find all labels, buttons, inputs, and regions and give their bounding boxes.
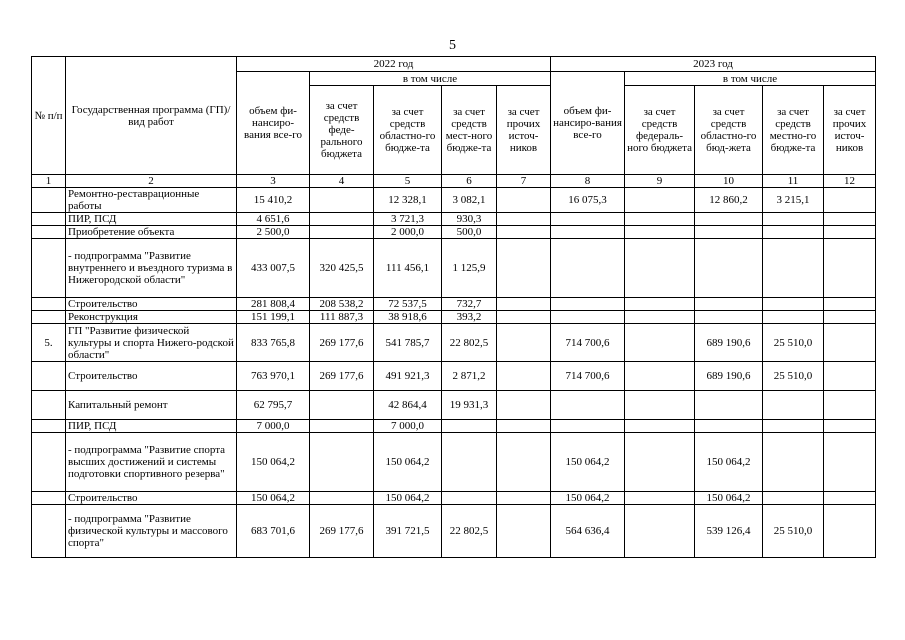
total-2022-cell: 2 500,0	[237, 226, 310, 239]
other-2022-cell	[497, 226, 551, 239]
total-2022-cell: 7 000,0	[237, 420, 310, 433]
row-number-cell	[32, 362, 66, 391]
row-number-cell	[32, 505, 66, 558]
regional-2022-cell: 42 864,4	[374, 391, 442, 420]
regional-2022-cell: 391 721,5	[374, 505, 442, 558]
local-2022-cell: 22 802,5	[442, 505, 497, 558]
column-number: 8	[551, 175, 625, 188]
regional-2023-cell	[695, 213, 763, 226]
table-row	[32, 433, 876, 492]
regional-2023-cell	[695, 239, 763, 298]
regional-2023-cell: 150 064,2	[695, 492, 763, 505]
federal-2022-cell	[310, 433, 374, 492]
row-name-cell: Строительство	[66, 492, 237, 505]
row-name-cell: ГП "Развитие физической культуры и спорта Нижего-родской области"	[66, 324, 237, 362]
header-total-2022: объем фи-нансиро-вания все-го	[237, 72, 310, 175]
row-name-cell: - подпрограмма "Развитие спорта высших достижений и системы подготовки спортивного резерва"	[66, 433, 237, 492]
table-row	[32, 420, 876, 433]
local-2023-cell: 25 510,0	[763, 505, 824, 558]
total-2023-cell	[551, 391, 625, 420]
federal-2023-cell	[625, 324, 695, 362]
table-row	[32, 505, 876, 558]
federal-2022-cell	[310, 226, 374, 239]
federal-2023-cell	[625, 420, 695, 433]
other-2022-cell	[497, 505, 551, 558]
column-number: 9	[625, 175, 695, 188]
row-number-cell	[32, 391, 66, 420]
federal-2023-cell	[625, 213, 695, 226]
row-number-cell	[32, 226, 66, 239]
total-2022-cell: 15 410,2	[237, 188, 310, 213]
federal-2022-cell	[310, 188, 374, 213]
row-number-cell	[32, 239, 66, 298]
header-local-2022: за счет средств мест-ного бюдже-та	[442, 86, 497, 175]
federal-2023-cell	[625, 188, 695, 213]
row-name-cell: Реконструкция	[66, 311, 237, 324]
local-2023-cell	[763, 492, 824, 505]
total-2023-cell: 150 064,2	[551, 492, 625, 505]
other-2022-cell	[497, 239, 551, 298]
federal-2022-cell: 269 177,6	[310, 362, 374, 391]
local-2022-cell: 19 931,3	[442, 391, 497, 420]
regional-2022-cell: 12 328,1	[374, 188, 442, 213]
header-local-2023: за счет средств местно-го бюдже-та	[763, 86, 824, 175]
row-number-cell: 5.	[32, 324, 66, 362]
federal-2023-cell	[625, 433, 695, 492]
header-regional-2023: за счет средств областно-го бюд-жета	[695, 86, 763, 175]
column-number: 2	[66, 175, 237, 188]
federal-2023-cell	[625, 311, 695, 324]
regional-2023-cell: 12 860,2	[695, 188, 763, 213]
row-number-cell	[32, 188, 66, 213]
federal-2022-cell	[310, 391, 374, 420]
row-number-cell	[32, 311, 66, 324]
total-2022-cell: 281 808,4	[237, 298, 310, 311]
row-number-cell	[32, 213, 66, 226]
local-2023-cell	[763, 298, 824, 311]
local-2022-cell: 2 871,2	[442, 362, 497, 391]
header-regional-2022: за счет средств областно-го бюдже-та	[374, 86, 442, 175]
other-2022-cell	[497, 362, 551, 391]
federal-2023-cell	[625, 239, 695, 298]
total-2023-cell: 714 700,6	[551, 324, 625, 362]
row-number-cell	[32, 298, 66, 311]
local-2023-cell: 25 510,0	[763, 362, 824, 391]
other-2022-cell	[497, 298, 551, 311]
table-row	[32, 239, 876, 298]
local-2022-cell: 393,2	[442, 311, 497, 324]
other-2023-cell	[824, 239, 876, 298]
regional-2022-cell: 541 785,7	[374, 324, 442, 362]
local-2022-cell: 1 125,9	[442, 239, 497, 298]
other-2023-cell	[824, 298, 876, 311]
other-2022-cell	[497, 391, 551, 420]
total-2023-cell	[551, 213, 625, 226]
total-2023-cell	[551, 298, 625, 311]
row-name-cell: Ремонтно-реставрационные работы	[66, 188, 237, 213]
local-2023-cell	[763, 239, 824, 298]
column-number: 7	[497, 175, 551, 188]
header-including-2023: в том числе	[625, 72, 876, 86]
total-2022-cell: 763 970,1	[237, 362, 310, 391]
row-name-cell: Строительство	[66, 362, 237, 391]
local-2022-cell	[442, 420, 497, 433]
local-2023-cell	[763, 391, 824, 420]
total-2022-cell: 833 765,8	[237, 324, 310, 362]
other-2022-cell	[497, 188, 551, 213]
table-row	[32, 298, 876, 311]
column-number: 3	[237, 175, 310, 188]
other-2022-cell	[497, 324, 551, 362]
regional-2022-cell: 38 918,6	[374, 311, 442, 324]
regional-2022-cell: 2 000,0	[374, 226, 442, 239]
row-name-cell: Строительство	[66, 298, 237, 311]
federal-2022-cell: 208 538,2	[310, 298, 374, 311]
column-number: 5	[374, 175, 442, 188]
regional-2022-cell: 3 721,3	[374, 213, 442, 226]
local-2023-cell: 25 510,0	[763, 324, 824, 362]
table-row	[32, 492, 876, 505]
federal-2022-cell: 320 425,5	[310, 239, 374, 298]
federal-2023-cell	[625, 298, 695, 311]
federal-2022-cell	[310, 213, 374, 226]
regional-2023-cell	[695, 298, 763, 311]
federal-2022-cell	[310, 420, 374, 433]
row-name-cell: ПИР, ПСД	[66, 420, 237, 433]
other-2023-cell	[824, 505, 876, 558]
federal-2022-cell	[310, 492, 374, 505]
total-2023-cell: 16 075,3	[551, 188, 625, 213]
row-number-cell	[32, 433, 66, 492]
federal-2022-cell: 111 887,3	[310, 311, 374, 324]
financing-table	[31, 56, 876, 558]
table-row	[32, 213, 876, 226]
table-row	[32, 362, 876, 391]
regional-2022-cell: 111 456,1	[374, 239, 442, 298]
total-2022-cell: 150 064,2	[237, 433, 310, 492]
other-2023-cell	[824, 420, 876, 433]
other-2023-cell	[824, 311, 876, 324]
local-2023-cell	[763, 311, 824, 324]
table-row	[32, 188, 876, 213]
regional-2023-cell	[695, 226, 763, 239]
federal-2023-cell	[625, 226, 695, 239]
regional-2022-cell: 150 064,2	[374, 492, 442, 505]
federal-2022-cell: 269 177,6	[310, 505, 374, 558]
table-row	[32, 226, 876, 239]
other-2022-cell	[497, 433, 551, 492]
header-other-2022: за счет прочих источ-ников	[497, 86, 551, 175]
other-2023-cell	[824, 226, 876, 239]
total-2022-cell: 62 795,7	[237, 391, 310, 420]
total-2022-cell: 683 701,6	[237, 505, 310, 558]
regional-2022-cell: 7 000,0	[374, 420, 442, 433]
row-name-cell: ПИР, ПСД	[66, 213, 237, 226]
row-name-cell: - подпрограмма "Развитие физической культуры и массового спорта"	[66, 505, 237, 558]
local-2022-cell: 732,7	[442, 298, 497, 311]
column-number: 1	[32, 175, 66, 188]
regional-2023-cell: 689 190,6	[695, 324, 763, 362]
federal-2022-cell: 269 177,6	[310, 324, 374, 362]
federal-2023-cell	[625, 492, 695, 505]
local-2023-cell	[763, 420, 824, 433]
other-2022-cell	[497, 311, 551, 324]
local-2022-cell: 930,3	[442, 213, 497, 226]
regional-2022-cell: 491 921,3	[374, 362, 442, 391]
local-2022-cell: 500,0	[442, 226, 497, 239]
total-2022-cell: 151 199,1	[237, 311, 310, 324]
row-number-cell	[32, 492, 66, 505]
column-number: 4	[310, 175, 374, 188]
other-2022-cell	[497, 492, 551, 505]
other-2023-cell	[824, 324, 876, 362]
other-2023-cell	[824, 188, 876, 213]
total-2023-cell	[551, 239, 625, 298]
other-2023-cell	[824, 362, 876, 391]
row-name-cell: Приобретение объекта	[66, 226, 237, 239]
total-2023-cell	[551, 226, 625, 239]
local-2023-cell	[763, 213, 824, 226]
other-2023-cell	[824, 492, 876, 505]
header-other-2023: за счет прочих источ-ников	[824, 86, 876, 175]
column-number: 11	[763, 175, 824, 188]
other-2023-cell	[824, 213, 876, 226]
row-name-cell: - подпрограмма "Развитие внутреннего и въездного туризма в Нижегородской области"	[66, 239, 237, 298]
regional-2022-cell: 150 064,2	[374, 433, 442, 492]
column-number-row	[32, 175, 876, 188]
row-number-cell	[32, 420, 66, 433]
total-2022-cell: 433 007,5	[237, 239, 310, 298]
header-num: № п/п	[32, 57, 66, 175]
regional-2023-cell: 689 190,6	[695, 362, 763, 391]
table-row	[32, 311, 876, 324]
column-number: 12	[824, 175, 876, 188]
total-2023-cell: 564 636,4	[551, 505, 625, 558]
local-2022-cell	[442, 492, 497, 505]
total-2023-cell	[551, 311, 625, 324]
local-2023-cell	[763, 433, 824, 492]
total-2023-cell: 714 700,6	[551, 362, 625, 391]
local-2023-cell	[763, 226, 824, 239]
header-program: Государственная программа (ГП)/ вид работ	[66, 57, 237, 175]
federal-2023-cell	[625, 362, 695, 391]
regional-2023-cell	[695, 391, 763, 420]
page-number: 5	[449, 38, 456, 53]
local-2022-cell: 22 802,5	[442, 324, 497, 362]
regional-2023-cell: 539 126,4	[695, 505, 763, 558]
local-2023-cell: 3 215,1	[763, 188, 824, 213]
other-2022-cell	[497, 213, 551, 226]
total-2022-cell: 150 064,2	[237, 492, 310, 505]
total-2023-cell	[551, 420, 625, 433]
header-year-2023: 2023 год	[551, 57, 876, 72]
row-name-cell: Капитальный ремонт	[66, 391, 237, 420]
header-year-2022: 2022 год	[237, 57, 551, 72]
column-number: 10	[695, 175, 763, 188]
federal-2023-cell	[625, 505, 695, 558]
regional-2023-cell	[695, 420, 763, 433]
regional-2023-cell	[695, 311, 763, 324]
header-total-2023: объем фи-нансиро-вания все-го	[551, 72, 625, 175]
regional-2023-cell: 150 064,2	[695, 433, 763, 492]
column-number: 6	[442, 175, 497, 188]
other-2023-cell	[824, 391, 876, 420]
other-2023-cell	[824, 433, 876, 492]
table-row	[32, 391, 876, 420]
header-including-2022: в том числе	[310, 72, 551, 86]
total-2022-cell: 4 651,6	[237, 213, 310, 226]
local-2022-cell: 3 082,1	[442, 188, 497, 213]
header-federal-2022: за счет средств феде-рального бюджета	[310, 86, 374, 175]
local-2022-cell	[442, 433, 497, 492]
header-federal-2023: за счет средств федераль-ного бюджета	[625, 86, 695, 175]
other-2022-cell	[497, 420, 551, 433]
total-2023-cell: 150 064,2	[551, 433, 625, 492]
federal-2023-cell	[625, 391, 695, 420]
regional-2022-cell: 72 537,5	[374, 298, 442, 311]
table-row	[32, 324, 876, 362]
